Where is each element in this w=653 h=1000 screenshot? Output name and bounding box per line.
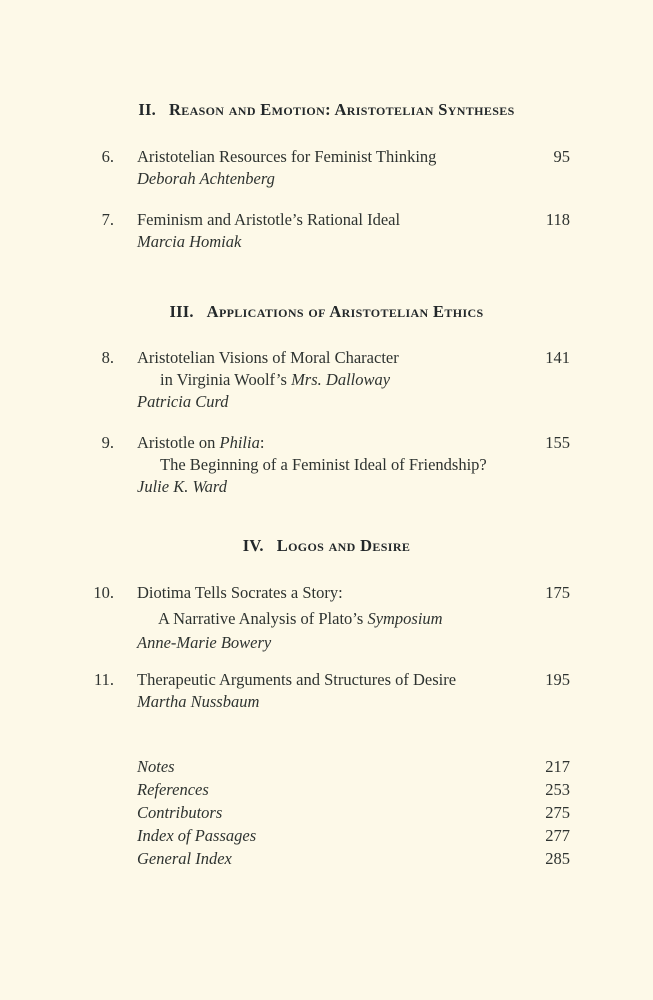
entry-title-line2: The Beginning of a Feminist Ideal of Friendship?: [160, 455, 487, 474]
part-heading-iii: [0, 302, 653, 322]
entry-title: Diotima Tells Socrates a Story:: [137, 583, 343, 602]
entry-page-number: 118: [545, 210, 570, 229]
entry-title-line2: [158, 609, 443, 629]
entry-author: Patricia Curd: [137, 392, 229, 411]
back-matter-page-number: 275: [545, 803, 570, 822]
entry-author: Marcia Homiak: [137, 232, 242, 251]
entry-number: 6.: [101, 147, 114, 166]
entry-number: 10.: [93, 583, 114, 602]
part-heading-iv: [0, 536, 653, 556]
part-heading-ii: [0, 100, 653, 120]
entry-title-work-name: Mrs. Dalloway: [291, 370, 391, 389]
entry-title: [137, 433, 264, 453]
part-number: II.: [138, 100, 156, 119]
entry-title-suffix: :: [259, 433, 265, 452]
entry-page-number: 95: [553, 147, 570, 166]
entry-title: Aristotelian Visions of Moral Character: [137, 348, 399, 367]
entry-title: Therapeutic Arguments and Structures of Desire: [137, 670, 457, 689]
entry-page-number: 141: [545, 348, 570, 367]
entry-title-prefix: Aristotle on: [137, 433, 220, 452]
entry-author: Anne-Marie Bowery: [137, 633, 272, 652]
entry-page-number: 195: [545, 670, 570, 689]
entry-number: 9.: [101, 433, 114, 452]
entry-title-line2-text: A Narrative Analysis of Plato’s: [158, 609, 368, 628]
back-matter-label: References: [137, 780, 209, 799]
back-matter-label: General Index: [137, 849, 232, 868]
entry-title: Aristotelian Resources for Feminist Thinking: [137, 147, 437, 166]
back-matter-page-number: 217: [545, 757, 570, 776]
back-matter-page-number: 253: [545, 780, 570, 799]
entry-author: Deborah Achtenberg: [137, 169, 275, 188]
part-number: III.: [169, 302, 194, 321]
entry-title-line2-text: in Virginia Woolf’s: [160, 370, 292, 389]
back-matter-label: Index of Passages: [137, 826, 257, 845]
entry-author: Martha Nussbaum: [137, 692, 260, 711]
entry-number: 11.: [93, 670, 114, 689]
back-matter-page-number: 277: [545, 826, 570, 845]
entry-title-line2: [160, 370, 390, 390]
part-title: Reason and Emotion: Aristotelian Syntheses: [168, 100, 515, 119]
entry-page-number: 155: [545, 433, 570, 452]
back-matter-page-number: 285: [545, 849, 570, 868]
part-title: Logos and Desire: [276, 536, 411, 555]
entry-title-work-name: Symposium: [367, 609, 443, 628]
back-matter-label: Notes: [137, 757, 175, 776]
part-number: IV.: [242, 536, 264, 555]
entry-number: 7.: [101, 210, 114, 229]
entry-page-number: 175: [545, 583, 570, 602]
entry-number: 8.: [101, 348, 114, 367]
part-title: Applications of Aristotelian Ethics: [206, 302, 484, 321]
back-matter-label: Contributors: [137, 803, 223, 822]
entry-author: Julie K. Ward: [137, 477, 227, 496]
entry-title-term: Philia: [219, 433, 260, 452]
entry-title: Feminism and Aristotle’s Rational Ideal: [137, 210, 401, 229]
